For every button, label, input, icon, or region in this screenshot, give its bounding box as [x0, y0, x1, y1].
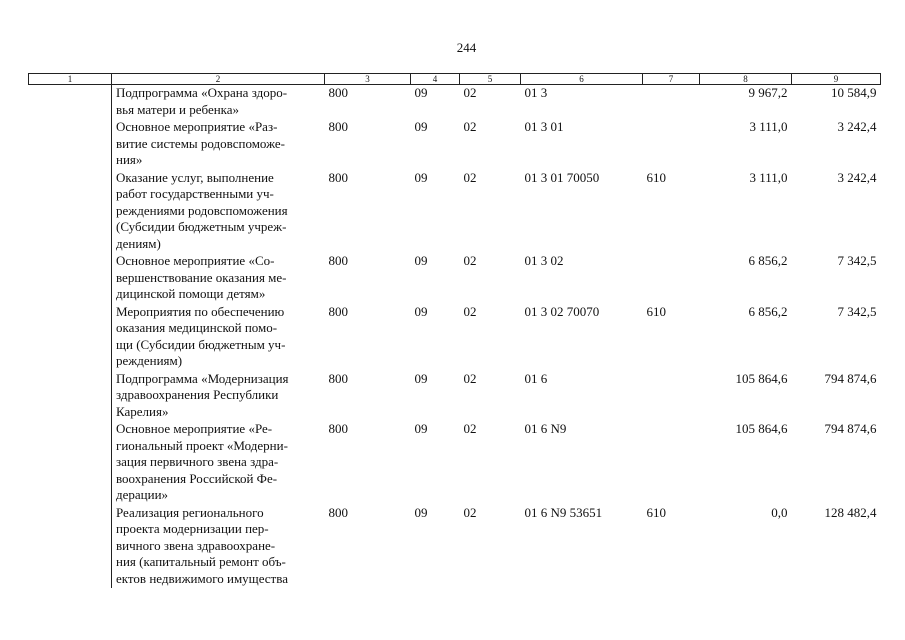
table-row — [29, 253, 881, 304]
row-index-cell — [29, 421, 112, 505]
subsection-code-cell: 02 — [463, 504, 477, 520]
column-header: 7 — [643, 74, 700, 85]
table-header-row — [29, 74, 881, 85]
page-number: 244 — [456, 40, 477, 55]
column-header: 3 — [325, 74, 411, 85]
column-header: 5 — [460, 74, 521, 85]
row-index-cell — [29, 119, 112, 170]
sum-year1-cell: 6 856,2 — [748, 253, 788, 268]
expense-type-cell: 610 — [646, 169, 666, 185]
target-code-cell: 01 6 N9 — [524, 421, 567, 436]
table-body — [29, 85, 881, 589]
target-code-cell: 01 3 02 — [524, 253, 564, 268]
sum-year2-cell: 794 874,6 — [824, 421, 877, 436]
table-row — [29, 119, 881, 170]
expense-type-cell — [643, 85, 700, 120]
table-row — [29, 85, 881, 120]
target-code-cell: 01 3 01 — [524, 119, 564, 134]
sum-year2-cell: 7 342,5 — [837, 303, 877, 319]
target-code-cell: 01 3 02 70070 — [524, 303, 600, 319]
column-header: 9 — [792, 74, 881, 85]
ministry-code-cell: 800 — [328, 303, 348, 319]
item-name-cell: Подпрограмма «Модернизация здравоохранения Республики Карелия» — [116, 370, 289, 419]
expense-type-cell — [643, 421, 700, 505]
sum-year1-cell: 6 856,2 — [748, 303, 788, 319]
sum-year2-cell: 7 342,5 — [837, 253, 877, 268]
column-header: 1 — [29, 74, 112, 85]
sum-year1-cell: 105 864,6 — [735, 370, 788, 386]
expense-type-cell: 610 — [646, 303, 666, 319]
subsection-code-cell: 02 — [463, 303, 477, 319]
row-index-cell — [29, 170, 112, 254]
subsection-code-cell: 02 — [463, 253, 477, 268]
ministry-code-cell: 800 — [328, 504, 348, 520]
ministry-code-cell: 800 — [328, 119, 348, 134]
row-index-cell — [29, 85, 112, 120]
target-code-cell: 01 3 01 70050 — [524, 169, 600, 185]
column-header: 8 — [700, 74, 792, 85]
item-name-cell: Оказание услуг, выполнение работ государственными уч- реждениями родовспоможения (Субсидии бюджетным учреж- дениям) — [116, 169, 288, 251]
section-code-cell: 09 — [414, 169, 428, 185]
column-header: 2 — [112, 74, 325, 85]
budget-table — [28, 73, 881, 588]
item-name-cell: Основное мероприятие «Ре- гиональный проект «Модерни- зация первичного звена здра- воохранения Российской Фе- дерации» — [116, 421, 288, 502]
sum-year2-cell: 10 584,9 — [831, 85, 877, 100]
sum-year2-cell: 3 242,4 — [837, 169, 877, 185]
subsection-code-cell: 02 — [463, 421, 477, 436]
section-code-cell: 09 — [414, 370, 428, 386]
ministry-code-cell: 800 — [328, 85, 348, 100]
section-code-cell: 09 — [414, 119, 428, 134]
item-name-cell: Основное мероприятие «Раз- витие системы родовспоможе- ния» — [116, 119, 286, 167]
target-code-cell: 01 6 — [524, 370, 548, 386]
section-code-cell: 09 — [414, 504, 428, 520]
table-row — [29, 371, 881, 422]
item-name-cell: Мероприятия по обеспечению оказания медицинской помо- щи (Субсидии бюджетным уч- реждениям) — [116, 303, 286, 368]
ministry-code-cell: 800 — [328, 169, 348, 185]
item-name-cell: Подпрограмма «Охрана здоро- вья матери и ребенка» — [116, 85, 288, 117]
row-index-cell — [29, 253, 112, 304]
sum-year2-cell: 128 482,4 — [824, 504, 877, 520]
sum-year2-cell: 794 874,6 — [824, 370, 877, 386]
target-code-cell: 01 3 — [524, 85, 548, 100]
row-index-cell — [29, 304, 112, 371]
expense-type-cell — [643, 119, 700, 170]
sum-year2-cell: 3 242,4 — [837, 119, 877, 134]
expense-type-cell — [643, 253, 700, 304]
subsection-code-cell: 02 — [463, 169, 477, 185]
section-code-cell: 09 — [414, 421, 428, 436]
expense-type-cell: 610 — [646, 504, 666, 520]
section-code-cell: 09 — [414, 85, 428, 100]
row-index-cell — [29, 371, 112, 422]
row-index-cell — [29, 505, 112, 589]
ministry-code-cell: 800 — [328, 370, 348, 386]
sum-year1-cell: 0,0 — [771, 504, 788, 520]
subsection-code-cell: 02 — [463, 85, 477, 100]
table-row — [29, 505, 881, 589]
item-name-cell: Основное мероприятие «Со- вершенствование оказания ме- дицинской помощи детям» — [116, 253, 287, 301]
column-header: 6 — [521, 74, 643, 85]
section-code-cell: 09 — [414, 253, 428, 268]
subsection-code-cell: 02 — [463, 370, 477, 386]
sum-year1-cell: 9 967,2 — [748, 85, 788, 100]
item-name-cell: Реализация регионального проекта модернизации пер- вичного звена здравоохране- ния (капитальный ремонт объ- ектов недвижимого имущества — [116, 504, 288, 586]
section-code-cell: 09 — [414, 303, 428, 319]
column-header: 4 — [411, 74, 460, 85]
sum-year1-cell: 3 111,0 — [749, 169, 788, 185]
subsection-code-cell: 02 — [463, 119, 477, 134]
table-row — [29, 170, 881, 254]
ministry-code-cell: 800 — [328, 421, 348, 436]
expense-type-cell — [643, 371, 700, 422]
target-code-cell: 01 6 N9 53651 — [524, 504, 603, 520]
table-row — [29, 304, 881, 371]
sum-year1-cell: 3 111,0 — [749, 119, 788, 134]
table-row — [29, 421, 881, 505]
sum-year1-cell: 105 864,6 — [735, 421, 788, 436]
ministry-code-cell: 800 — [328, 253, 348, 268]
